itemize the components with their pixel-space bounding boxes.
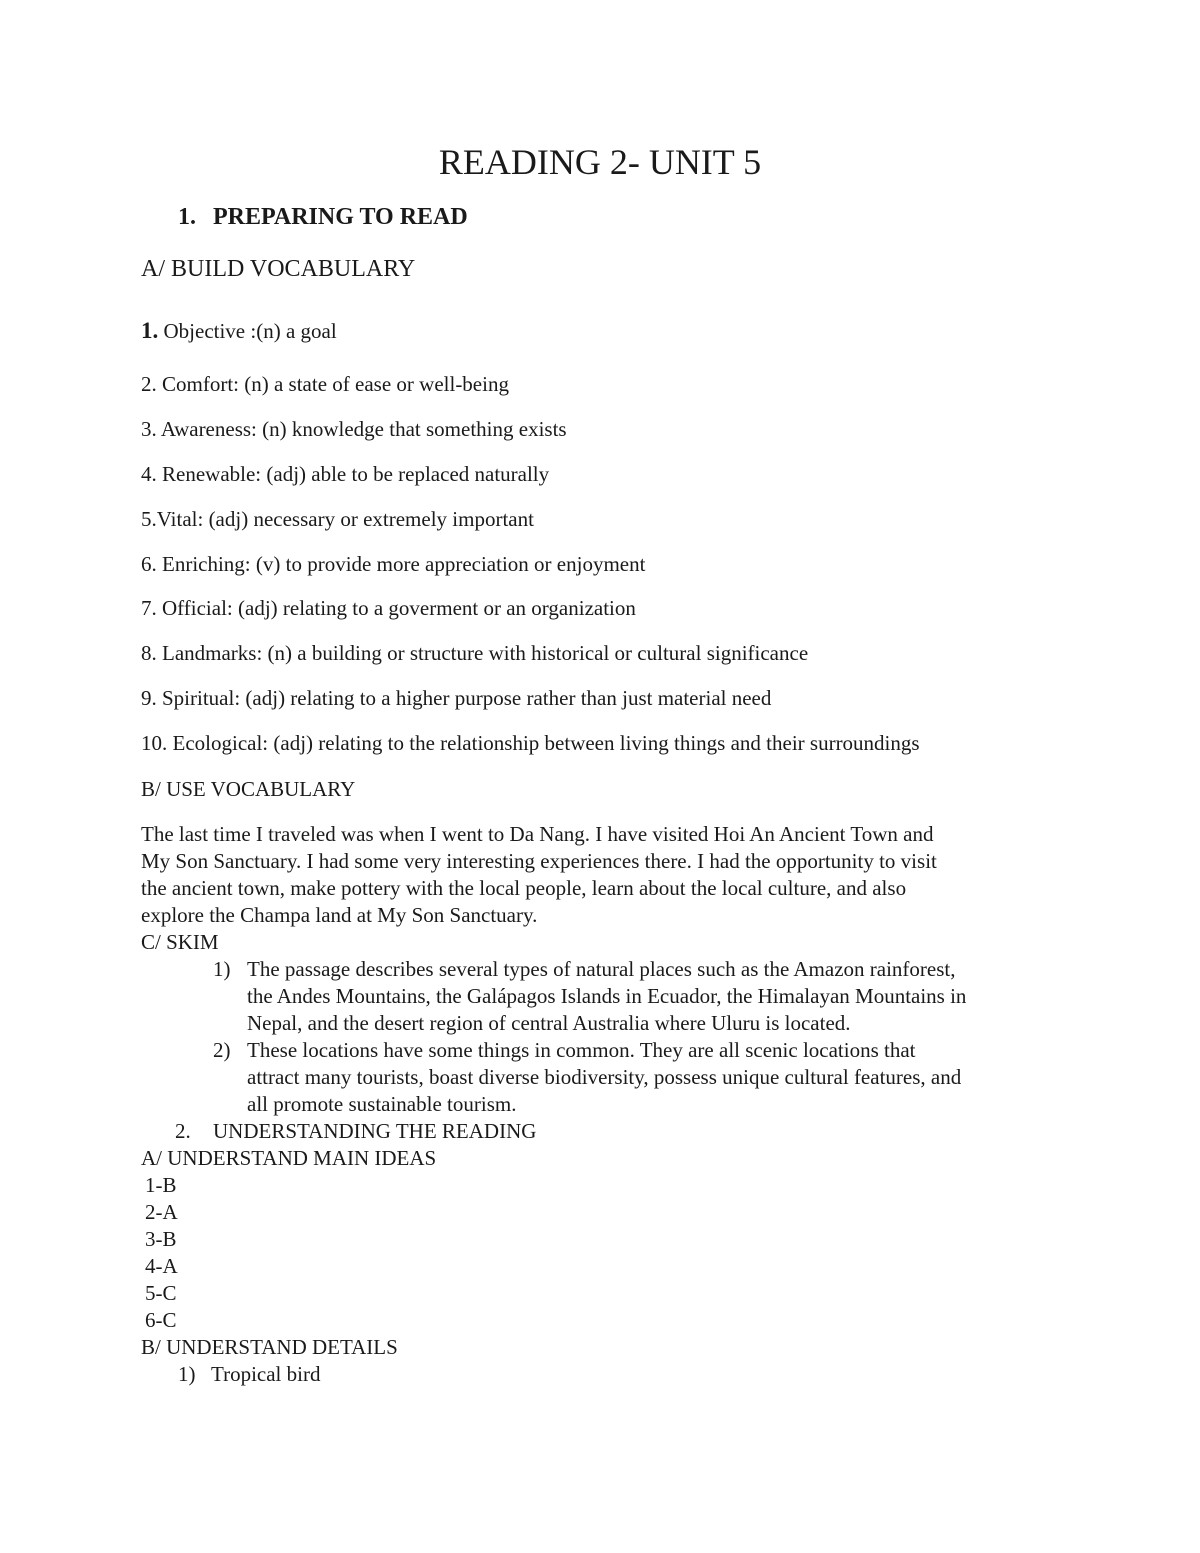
section-2-heading: UNDERSTANDING THE READING <box>213 1119 537 1143</box>
vocab-number: 2. <box>141 372 157 396</box>
detail-item-number: 1) <box>178 1362 196 1386</box>
main-idea-answer: 3-B <box>145 1227 177 1251</box>
vocab-number: 3. <box>141 417 157 441</box>
skim-item-line: Nepal, and the desert region of central Australia where Uluru is located. <box>247 1011 851 1035</box>
vocab-item <box>141 416 567 443</box>
paragraph-line: The last time I traveled was when I went to Da Nang. I have visited Hoi An Ancient Town and <box>141 822 934 846</box>
vocab-item <box>141 685 771 712</box>
vocab-number: 1. <box>141 318 159 343</box>
paragraph-line: My Son Sanctuary. I had some very interesting experiences there. I had the opportunity to visit <box>141 849 937 873</box>
paragraph-line: explore the Champa land at My Son Sanctuary. <box>141 903 538 927</box>
section-1-heading: PREPARING TO READ <box>213 204 468 230</box>
main-idea-answer: 6-C <box>145 1308 177 1332</box>
vocab-number: 8. <box>141 641 157 665</box>
vocab-text: Landmarks: (n) a building or structure with historical or cultural significance <box>156 641 809 665</box>
skim-item-number: 2) <box>213 1038 231 1062</box>
main-ideas-heading: A/ UNDERSTAND MAIN IDEAS <box>141 1146 437 1170</box>
vocab-item <box>141 461 549 488</box>
section-1-number: 1. <box>178 204 196 230</box>
vocab-item <box>141 371 509 398</box>
vocab-item <box>141 595 636 622</box>
skim-item-line: the Andes Mountains, the Galápagos Islands in Ecuador, the Himalayan Mountains in <box>247 984 967 1008</box>
skim-item-line: The passage describes several types of natural places such as the Amazon rainforest, <box>247 957 956 981</box>
build-vocabulary-heading: A/ BUILD VOCABULARY <box>141 256 416 282</box>
vocab-text: Awareness: (n) knowledge that something exists <box>156 417 567 441</box>
vocab-number: 9. <box>141 686 157 710</box>
vocab-text: Spiritual: (adj) relating to a higher purpose rather than just material need <box>156 686 772 710</box>
skim-item-line: attract many tourists, boast diverse biodiversity, possess unique cultural features, and <box>247 1065 962 1089</box>
main-idea-answer: 1-B <box>145 1173 177 1197</box>
vocab-item <box>141 640 808 667</box>
detail-item-text: Tropical bird <box>211 1362 321 1386</box>
main-idea-answer: 4-A <box>145 1254 178 1278</box>
skim-item-line: all promote sustainable tourism. <box>247 1092 517 1116</box>
details-heading: B/ UNDERSTAND DETAILS <box>141 1335 398 1359</box>
vocab-number: 4. <box>141 462 157 486</box>
vocab-number: 10. <box>141 731 168 755</box>
vocab-text: Enriching: (v) to provide more appreciation or enjoyment <box>156 552 646 576</box>
page-title: READING 2- UNIT 5 <box>438 142 762 182</box>
paragraph-line: the ancient town, make pottery with the local people, learn about the local culture, and also <box>141 876 907 900</box>
vocab-item <box>141 730 920 757</box>
vocab-number: 6. <box>141 552 157 576</box>
skim-item-number: 1) <box>213 957 231 981</box>
vocab-text: Ecological: (adj) relating to the relationship between living things and their surroundings <box>167 731 920 755</box>
use-vocabulary-paragraph <box>141 821 1071 929</box>
vocab-number: 7. <box>141 596 157 620</box>
vocab-number: 5. <box>141 507 157 531</box>
vocab-item <box>141 506 534 533</box>
vocab-item <box>141 317 337 345</box>
vocab-item <box>141 551 645 578</box>
vocab-text: Renewable: (adj) able to be replaced naturally <box>156 462 550 486</box>
vocab-text: Objective :(n) a goal <box>158 319 337 343</box>
main-idea-answer: 2-A <box>145 1200 178 1224</box>
vocab-text: Vital: (adj) necessary or extremely important <box>156 507 534 531</box>
section-2-number: 2. <box>175 1119 191 1143</box>
main-idea-answer: 5-C <box>145 1281 177 1305</box>
use-vocabulary-heading: B/ USE VOCABULARY <box>141 777 356 801</box>
vocab-text: Comfort: (n) a state of ease or well-being <box>156 372 509 396</box>
skim-heading: C/ SKIM <box>141 930 219 954</box>
skim-item-line: These locations have some things in common. They are all scenic locations that <box>247 1038 916 1062</box>
vocab-text: Official: (adj) relating to a goverment or an organization <box>156 596 636 620</box>
